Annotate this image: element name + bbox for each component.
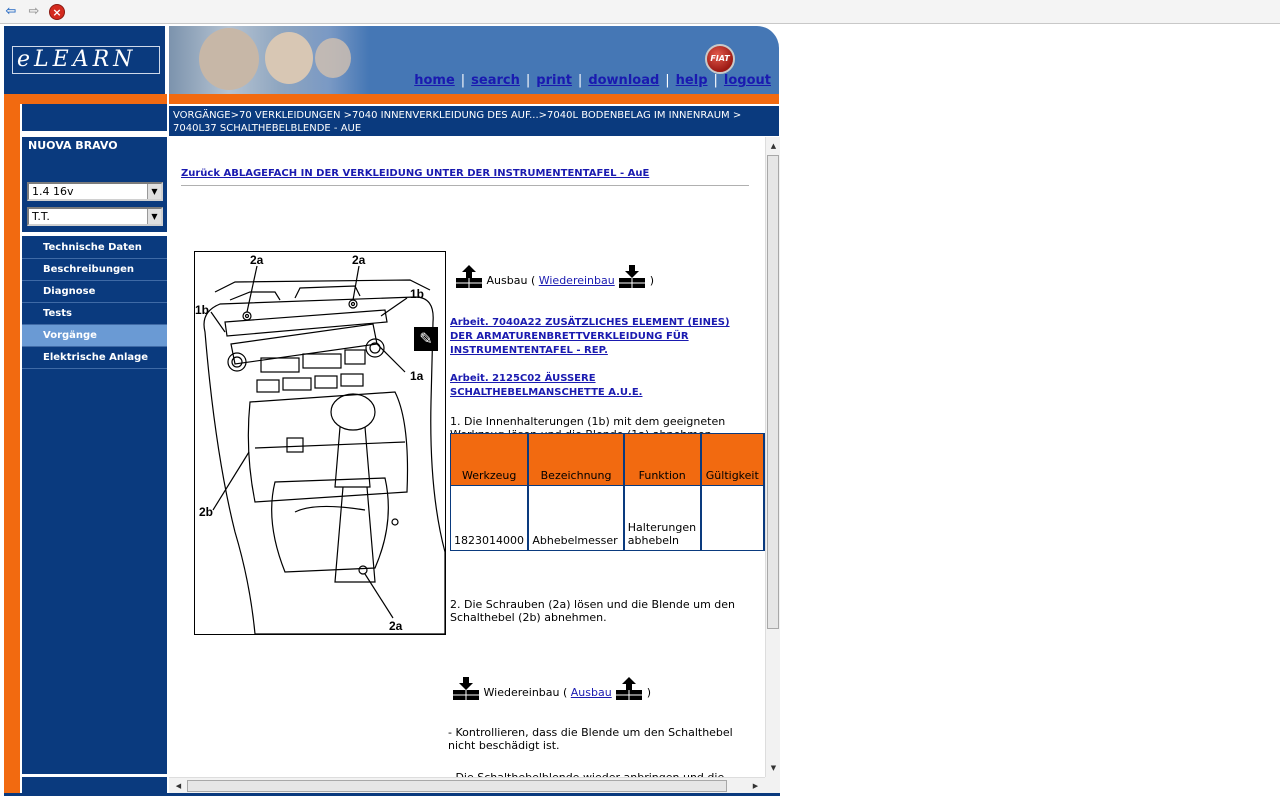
sidebar-item-vorgaenge[interactable]: Vorgänge <box>22 325 167 347</box>
diagram-label: 2b <box>199 505 214 519</box>
work-link[interactable]: Arbeit. 7040A22 ZUSÄTZLICHES ELEMENT (EINES) DER ARMATURENBRETTVERKLEIDUNG FÜR INSTRUMENTENTAFEL - REP. <box>450 317 730 356</box>
scroll-left-icon[interactable]: ◀ <box>175 782 182 790</box>
scroll-down-icon[interactable]: ▼ <box>770 764 777 772</box>
sidebar-divider <box>22 232 167 236</box>
table-header: Funktion <box>624 434 701 486</box>
vertical-scrollbar[interactable] <box>765 137 780 777</box>
table-header-row <box>451 434 765 486</box>
table-cell <box>701 486 764 551</box>
scrollbar-corner <box>765 777 780 793</box>
nav-separator: | <box>665 73 670 88</box>
diagram-label: 1a <box>410 369 424 383</box>
removal-link[interactable]: Ausbau <box>570 686 612 699</box>
engine-select-value: 1.4 16v <box>32 185 74 198</box>
chevron-down-icon[interactable]: ▼ <box>147 209 161 224</box>
header-photo <box>169 26 369 94</box>
nav-separator: | <box>460 73 466 88</box>
breadcrumb <box>169 104 779 136</box>
elearn-logo[interactable]: eLEARN <box>12 46 160 74</box>
diagram-label: 2a <box>250 253 264 267</box>
step-2: 2. Die Schrauben (2a) lösen und die Blende um den Schalthebel (2b) abnehmen. <box>450 598 736 624</box>
nav-print[interactable]: print <box>536 73 572 88</box>
technical-diagram <box>194 251 446 635</box>
refit-header <box>452 677 651 699</box>
sidebar-item-tests[interactable]: Tests <box>22 303 167 325</box>
removal-arrow-up-icon <box>615 677 643 699</box>
scroll-right-icon[interactable]: ▶ <box>752 782 759 790</box>
table-row <box>451 486 765 551</box>
scrollbar-thumb[interactable] <box>187 780 727 792</box>
nav-separator: | <box>577 73 583 88</box>
browser-toolbar <box>0 0 1280 24</box>
horizontal-scrollbar[interactable] <box>169 777 765 793</box>
close-icon[interactable]: × <box>49 4 65 20</box>
nav-home[interactable]: home <box>414 73 455 88</box>
sidebar <box>22 104 167 774</box>
sidebar-item-elektrische-anlage[interactable]: Elektrische Anlage <box>22 347 167 369</box>
open-paren: ( <box>530 274 536 287</box>
refit-title: Wiedereinbau <box>483 686 560 699</box>
sidebar-item-technische-daten[interactable]: Technische Daten <box>22 237 167 259</box>
open-paren: ( <box>562 686 568 699</box>
header-banner <box>169 26 779 94</box>
fiat-logo-icon: FIAT <box>705 44 735 74</box>
breadcrumb-line[interactable]: VORGÄNGE>70 VERKLEIDUNGEN >7040 INNENVERKLEIDUNG DES AUF...>7040L BODENBELAG IM INNENRAUM > <box>173 110 742 121</box>
model-title: NUOVA BRAVO <box>28 139 118 152</box>
nav-logout[interactable]: logout <box>723 73 771 88</box>
note-1: - Kontrollieren, dass die Blende um den Schalthebel nicht beschädigt ist. <box>448 726 733 752</box>
table-cell: Halterungen abhebeln <box>624 486 701 551</box>
removal-arrow-up-icon <box>455 265 483 287</box>
transmission-select[interactable] <box>27 207 163 226</box>
orange-band <box>169 94 779 104</box>
divider <box>181 185 749 186</box>
sidebar-divider <box>22 131 167 137</box>
close-paren: ) <box>649 274 655 287</box>
photo-person <box>199 28 259 90</box>
nav-download[interactable]: download <box>588 73 660 88</box>
diagram-label: 1b <box>410 287 425 301</box>
forward-arrow-icon[interactable]: ⇨ <box>28 4 40 19</box>
diagram-label: 1b <box>195 303 210 317</box>
back-link[interactable]: Zurück ABLAGEFACH IN DER VERKLEIDUNG UNTER DER INSTRUMENTENTAFEL - AuE <box>181 168 650 179</box>
nav-help[interactable]: help <box>675 73 708 88</box>
elearn-app <box>4 26 780 796</box>
diagram-drawing <box>195 252 445 634</box>
photo-person <box>315 38 351 78</box>
table-header: Gültigkeit <box>701 434 764 486</box>
tool-table <box>450 433 765 551</box>
table-cell: 1823014000 <box>451 486 529 551</box>
step-1: 1. Die Innenhalterungen (1b) mit dem geeigneten <box>450 415 726 428</box>
content-pane <box>169 137 765 777</box>
back-arrow-icon[interactable]: ⇦ <box>5 4 17 19</box>
refit-link[interactable]: Wiedereinbau <box>538 274 615 287</box>
sidebar-item-diagnose[interactable]: Diagnose <box>22 281 167 303</box>
table-header: Werkzeug <box>451 434 529 486</box>
scroll-up-icon[interactable]: ▲ <box>770 142 777 150</box>
logo-area <box>4 26 167 94</box>
table-header: Bezeichnung <box>528 434 623 486</box>
removal-title: Ausbau <box>486 274 528 287</box>
work-link[interactable]: Arbeit. 2125C02 ÄUSSERE SCHALTHEBELMANSCHETTE A.U.E. <box>450 373 643 398</box>
removal-header <box>455 265 654 287</box>
engine-select[interactable] <box>27 182 163 201</box>
transmission-select-value: T.T. <box>32 210 50 223</box>
top-navigation <box>414 73 771 88</box>
wrench-icon[interactable]: ✎ <box>414 327 438 351</box>
breadcrumb-line: 7040L37 SCHALTHEBELBLENDE - AUE <box>173 123 362 134</box>
frame-bottom <box>4 793 780 796</box>
scrollbar-thumb[interactable] <box>767 155 779 629</box>
orange-band <box>4 94 167 104</box>
nav-separator: | <box>713 73 718 88</box>
photo-person <box>265 32 313 84</box>
table-cell: Abhebelmesser <box>528 486 623 551</box>
chevron-down-icon[interactable]: ▼ <box>147 184 161 199</box>
sidebar-item-beschreibungen[interactable]: Beschreibungen <box>22 259 167 281</box>
refit-arrow-down-icon <box>618 265 646 287</box>
work-link-2-container <box>450 371 750 399</box>
close-paren: ) <box>646 686 652 699</box>
nav-separator: | <box>525 73 531 88</box>
nav-search[interactable]: search <box>471 73 520 88</box>
diagram-label: 2a <box>352 253 366 267</box>
refit-arrow-down-icon <box>452 677 480 699</box>
work-link-1-container <box>450 315 750 357</box>
diagram-label: 2a <box>389 619 403 633</box>
sidebar-menu <box>22 237 167 369</box>
orange-band <box>4 104 20 796</box>
